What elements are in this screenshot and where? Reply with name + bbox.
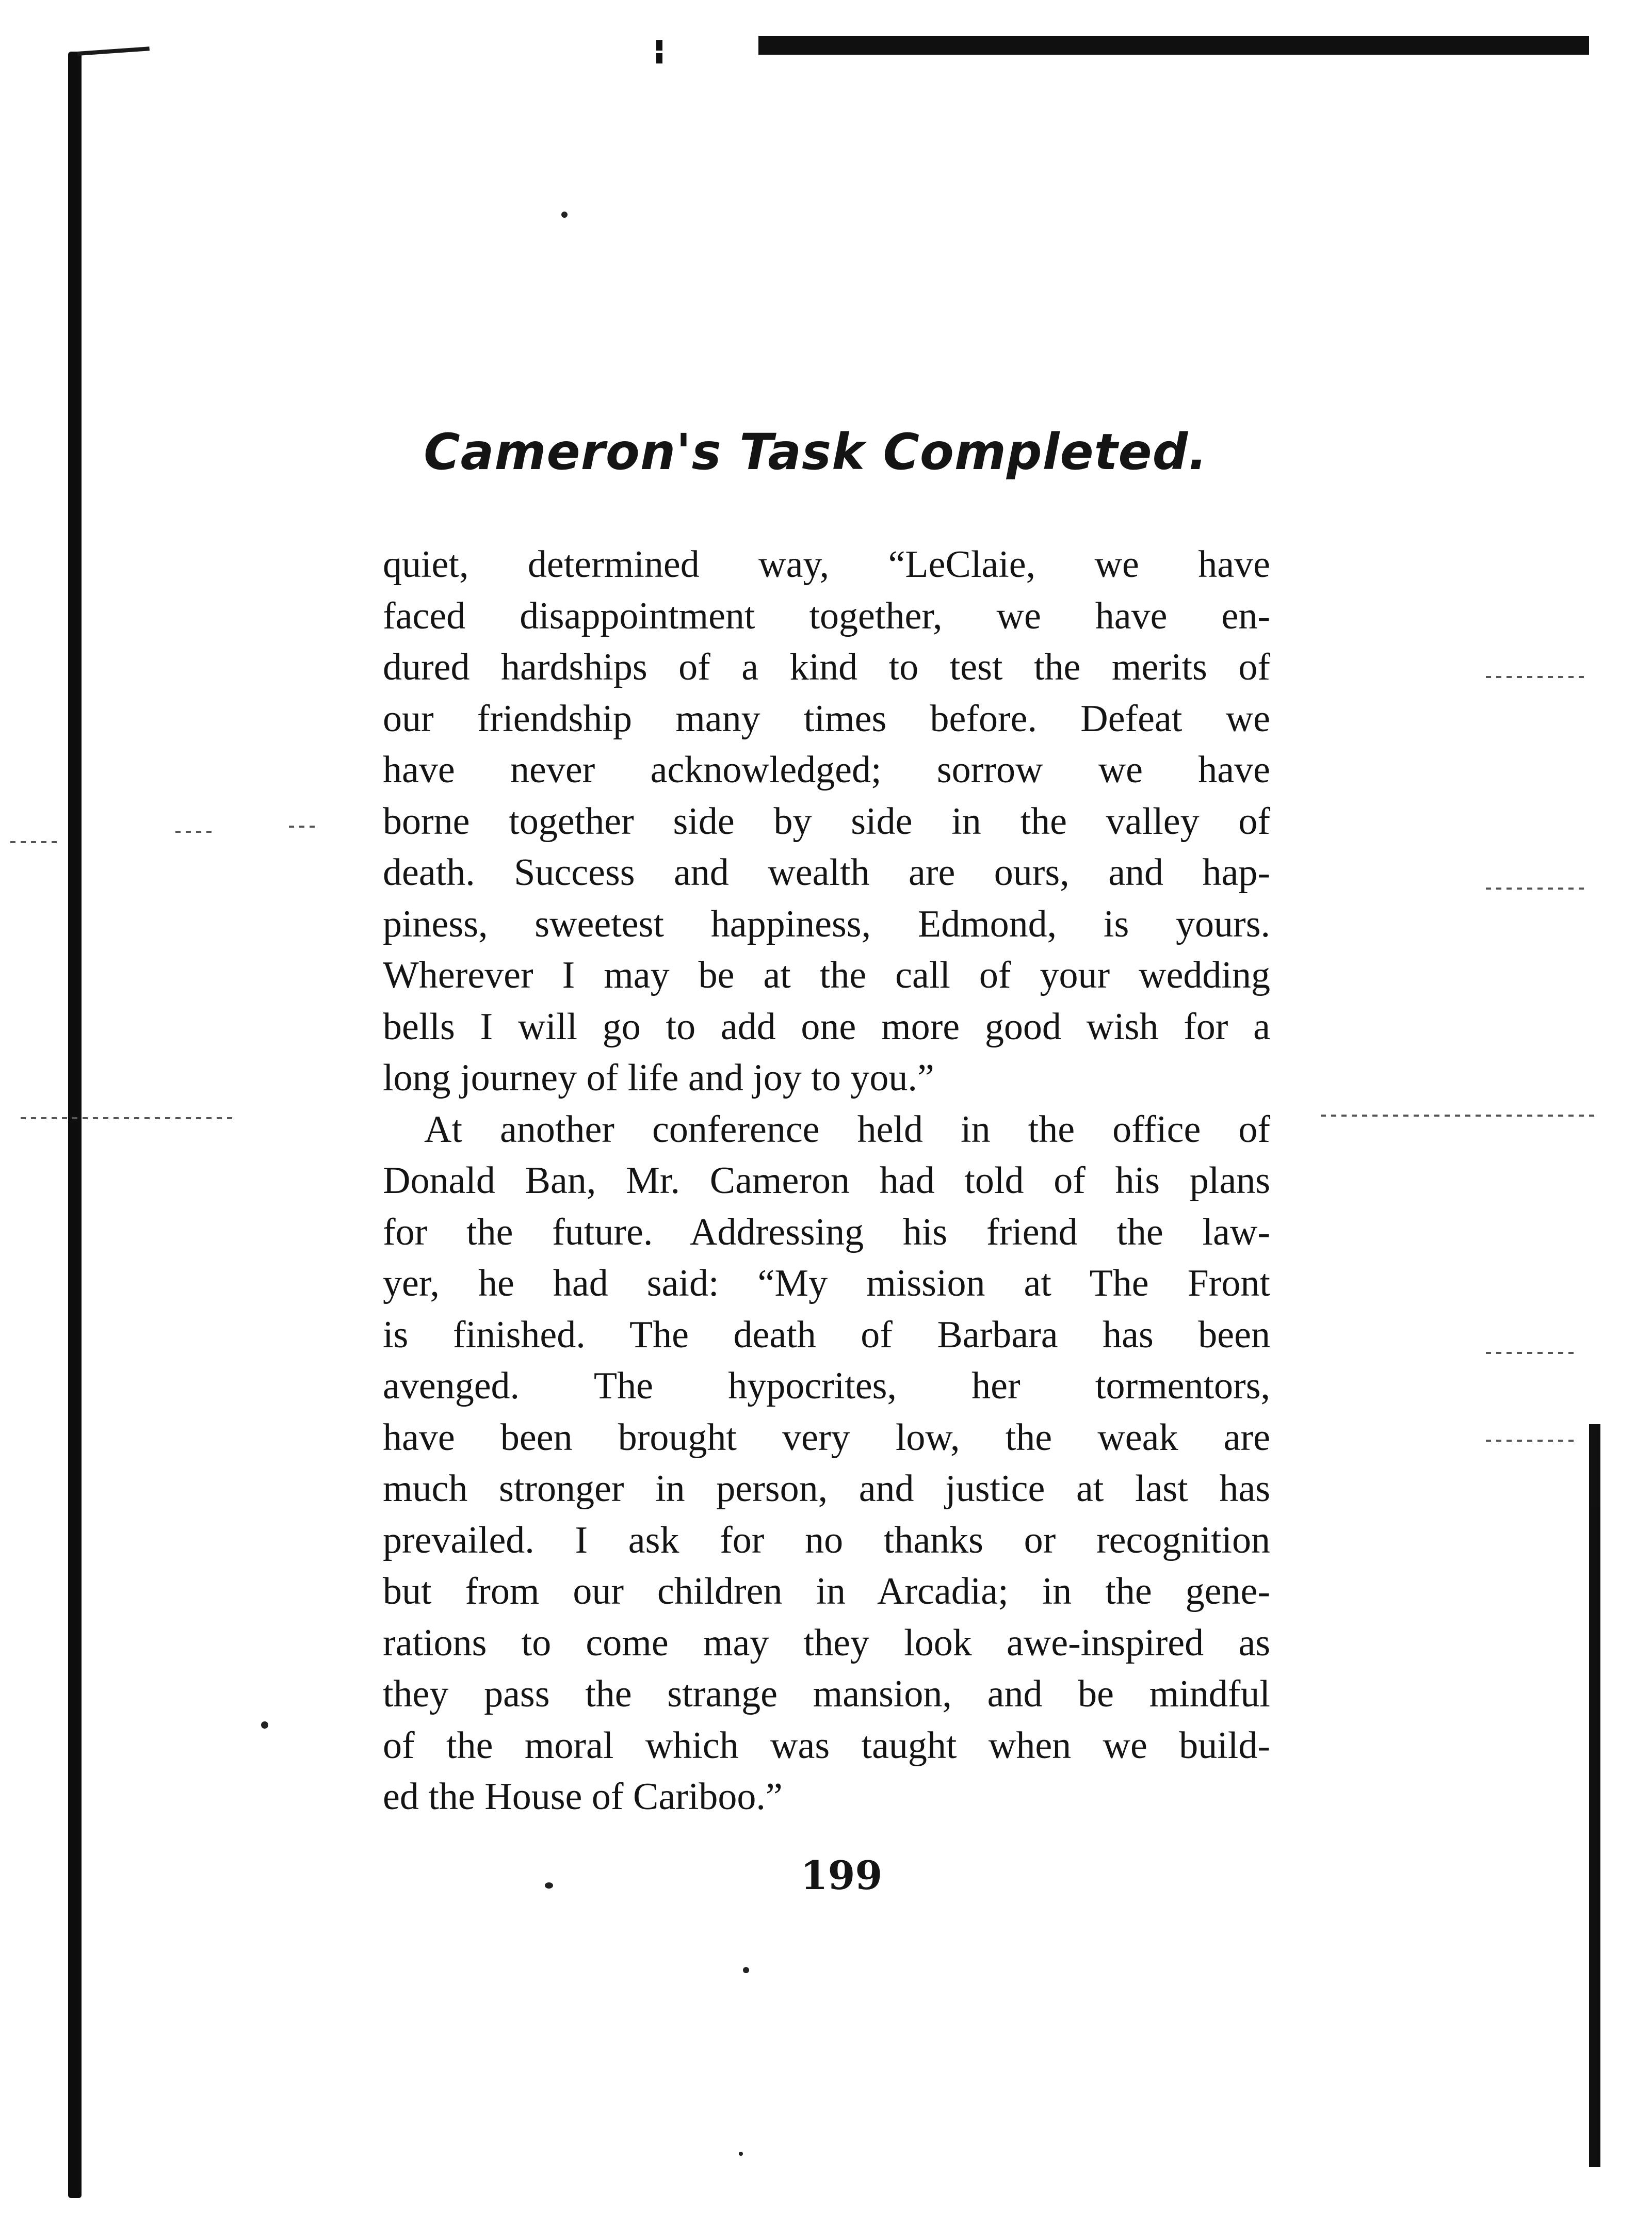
text-line: they pass the strange mansion, and be mindful <box>383 1673 1270 1715</box>
text-line: is finished. The death of Barbara has been <box>383 1313 1270 1356</box>
scan-mark <box>1321 1115 1599 1117</box>
scan-mark <box>175 831 217 833</box>
scan-speck <box>261 1721 268 1729</box>
text-line: quiet, determined way, “LeClaie, we have <box>383 543 1270 586</box>
scan-mark <box>21 1117 237 1119</box>
text-line: long journey of life and joy to you.” <box>383 1057 934 1099</box>
text-line: avenged. The hypocrites, her tormentors, <box>383 1365 1270 1407</box>
top-edge-rule <box>758 36 1589 55</box>
text-line: death. Success and wealth are ours, and hap- <box>383 851 1270 894</box>
text-line: much stronger in person, and justice at last has <box>383 1468 1270 1510</box>
scan-mark <box>1486 676 1589 678</box>
scan-mark <box>1486 888 1589 890</box>
text-line: rations to come may they look awe-inspired as <box>383 1621 1270 1664</box>
text-line: Wherever I may be at the call of your wedding <box>383 954 1270 996</box>
scan-mark <box>77 46 150 56</box>
text-line: At another conference held in the office of <box>424 1108 1270 1151</box>
text-line: prevailed. I ask for no thanks or recognition <box>383 1519 1270 1561</box>
scan-speck <box>561 212 568 218</box>
text-line: have never acknowledged; sorrow we have <box>383 749 1270 791</box>
text-line: borne together side by side in the valley of <box>383 800 1270 843</box>
text-line: of the moral which was taught when we build- <box>383 1724 1270 1767</box>
text-line: bells I will go to add one more good wish for a <box>383 1005 1270 1048</box>
right-binding-edge <box>1589 1424 1600 2167</box>
paragraph-2 <box>383 1104 1270 1823</box>
text-line: have been brought very low, the weak are <box>383 1416 1270 1459</box>
paragraph-1 <box>383 539 1270 1104</box>
text-line: dured hardships of a kind to test the merits of <box>383 646 1270 688</box>
scan-mark <box>289 826 315 828</box>
scan-mark <box>656 40 677 51</box>
text-line: piness, sweetest happiness, Edmond, is yours. <box>383 902 1270 945</box>
scan-mark <box>1590 1424 1600 1507</box>
scan-speck <box>739 2152 743 2156</box>
text-line: yer, he had said: “My mission at The Front <box>383 1262 1270 1304</box>
running-head: Cameron's Task Completed. <box>424 423 1208 481</box>
scan-mark <box>1486 1352 1574 1354</box>
body-text <box>383 539 1270 1823</box>
text-line: but from our children in Arcadia; in the gene- <box>383 1570 1270 1613</box>
scan-mark <box>1486 1440 1579 1442</box>
text-line: faced disappointment together, we have en- <box>383 594 1270 637</box>
text-line: our friendship many times before. Defeat we <box>383 697 1270 740</box>
text-line: ed the House of Cariboo.” <box>383 1776 783 1818</box>
page-number: 199 <box>800 1852 883 1898</box>
scan-mark <box>10 841 57 843</box>
text-line: for the future. Addressing his friend the law- <box>383 1211 1270 1253</box>
text-line: Donald Ban, Mr. Cameron had told of his plans <box>383 1159 1270 1202</box>
scan-speck <box>743 1967 749 1973</box>
